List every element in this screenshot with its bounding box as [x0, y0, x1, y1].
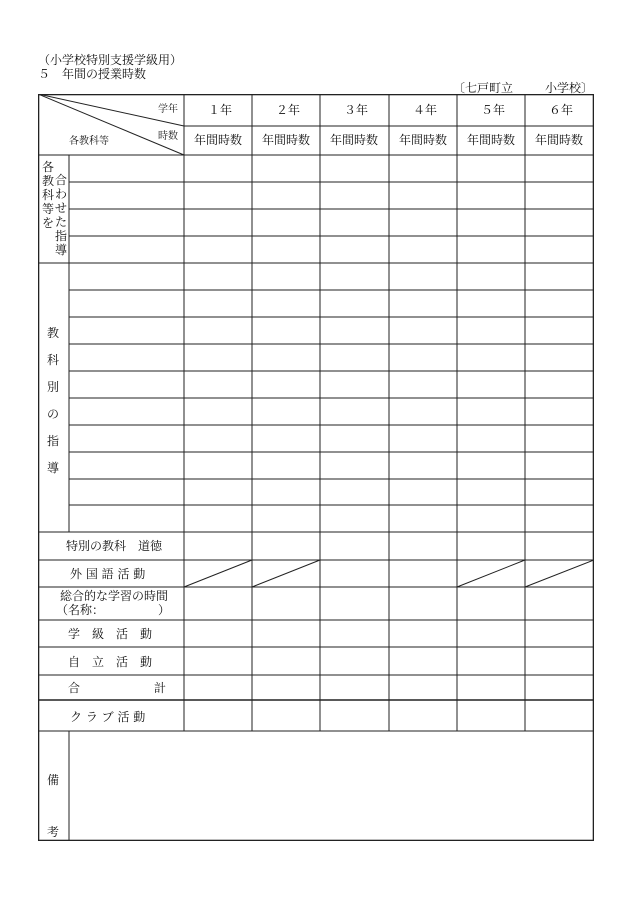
hours-label-6: 年間時数	[535, 133, 584, 147]
row-total-b: 計	[154, 681, 167, 695]
row-foreign-activity: 外 国 語 活 動	[70, 567, 146, 581]
row-total-a: 合	[68, 681, 81, 695]
remarks-label: 備考	[46, 773, 59, 839]
section-title: ５ 年間の授業時数	[38, 67, 147, 81]
grade-header-4: ４年	[413, 103, 438, 117]
corner-subjects-label: 各教科等	[69, 136, 109, 147]
school-prefix: 〔七戸町立	[453, 81, 514, 95]
combined-teaching-label-a: 各教科等を	[41, 160, 54, 230]
combined-teaching-label-b: 合わせた指導	[54, 173, 67, 257]
hours-label-3: 年間時数	[330, 133, 379, 147]
hours-table	[38, 94, 594, 841]
hours-label-1: 年間時数	[194, 133, 243, 147]
corner-grade-label: 学年	[158, 104, 178, 115]
grade-header-6: ６年	[549, 103, 574, 117]
hours-label-5: 年間時数	[467, 133, 516, 147]
grade-header-2: ２年	[276, 103, 301, 117]
row-club-activity: ク ラ ブ 活 動	[70, 710, 146, 724]
corner-hours-label: 時数	[158, 131, 178, 142]
row-independence-activity: 自 立 活 動	[68, 655, 153, 669]
row-integrated-study: 総合的な学習の時間	[60, 589, 169, 603]
form-title: （小学校特別支援学級用）	[38, 53, 183, 67]
hours-label-4: 年間時数	[399, 133, 448, 147]
grade-header-3: ３年	[344, 103, 369, 117]
school-suffix: 小学校〕	[544, 81, 593, 95]
table-grid	[38, 94, 594, 841]
hours-label-2: 年間時数	[262, 133, 311, 147]
grade-header-5: ５年	[481, 103, 506, 117]
row-integrated-name[interactable]: （名称： ）	[56, 603, 171, 617]
row-class-activity: 学 級 活 動	[68, 627, 153, 641]
grade-header-1: １年	[208, 103, 233, 117]
subject-teaching-label: 教科別の指導	[46, 326, 59, 475]
row-moral: 特別の教科 道徳	[66, 539, 163, 553]
